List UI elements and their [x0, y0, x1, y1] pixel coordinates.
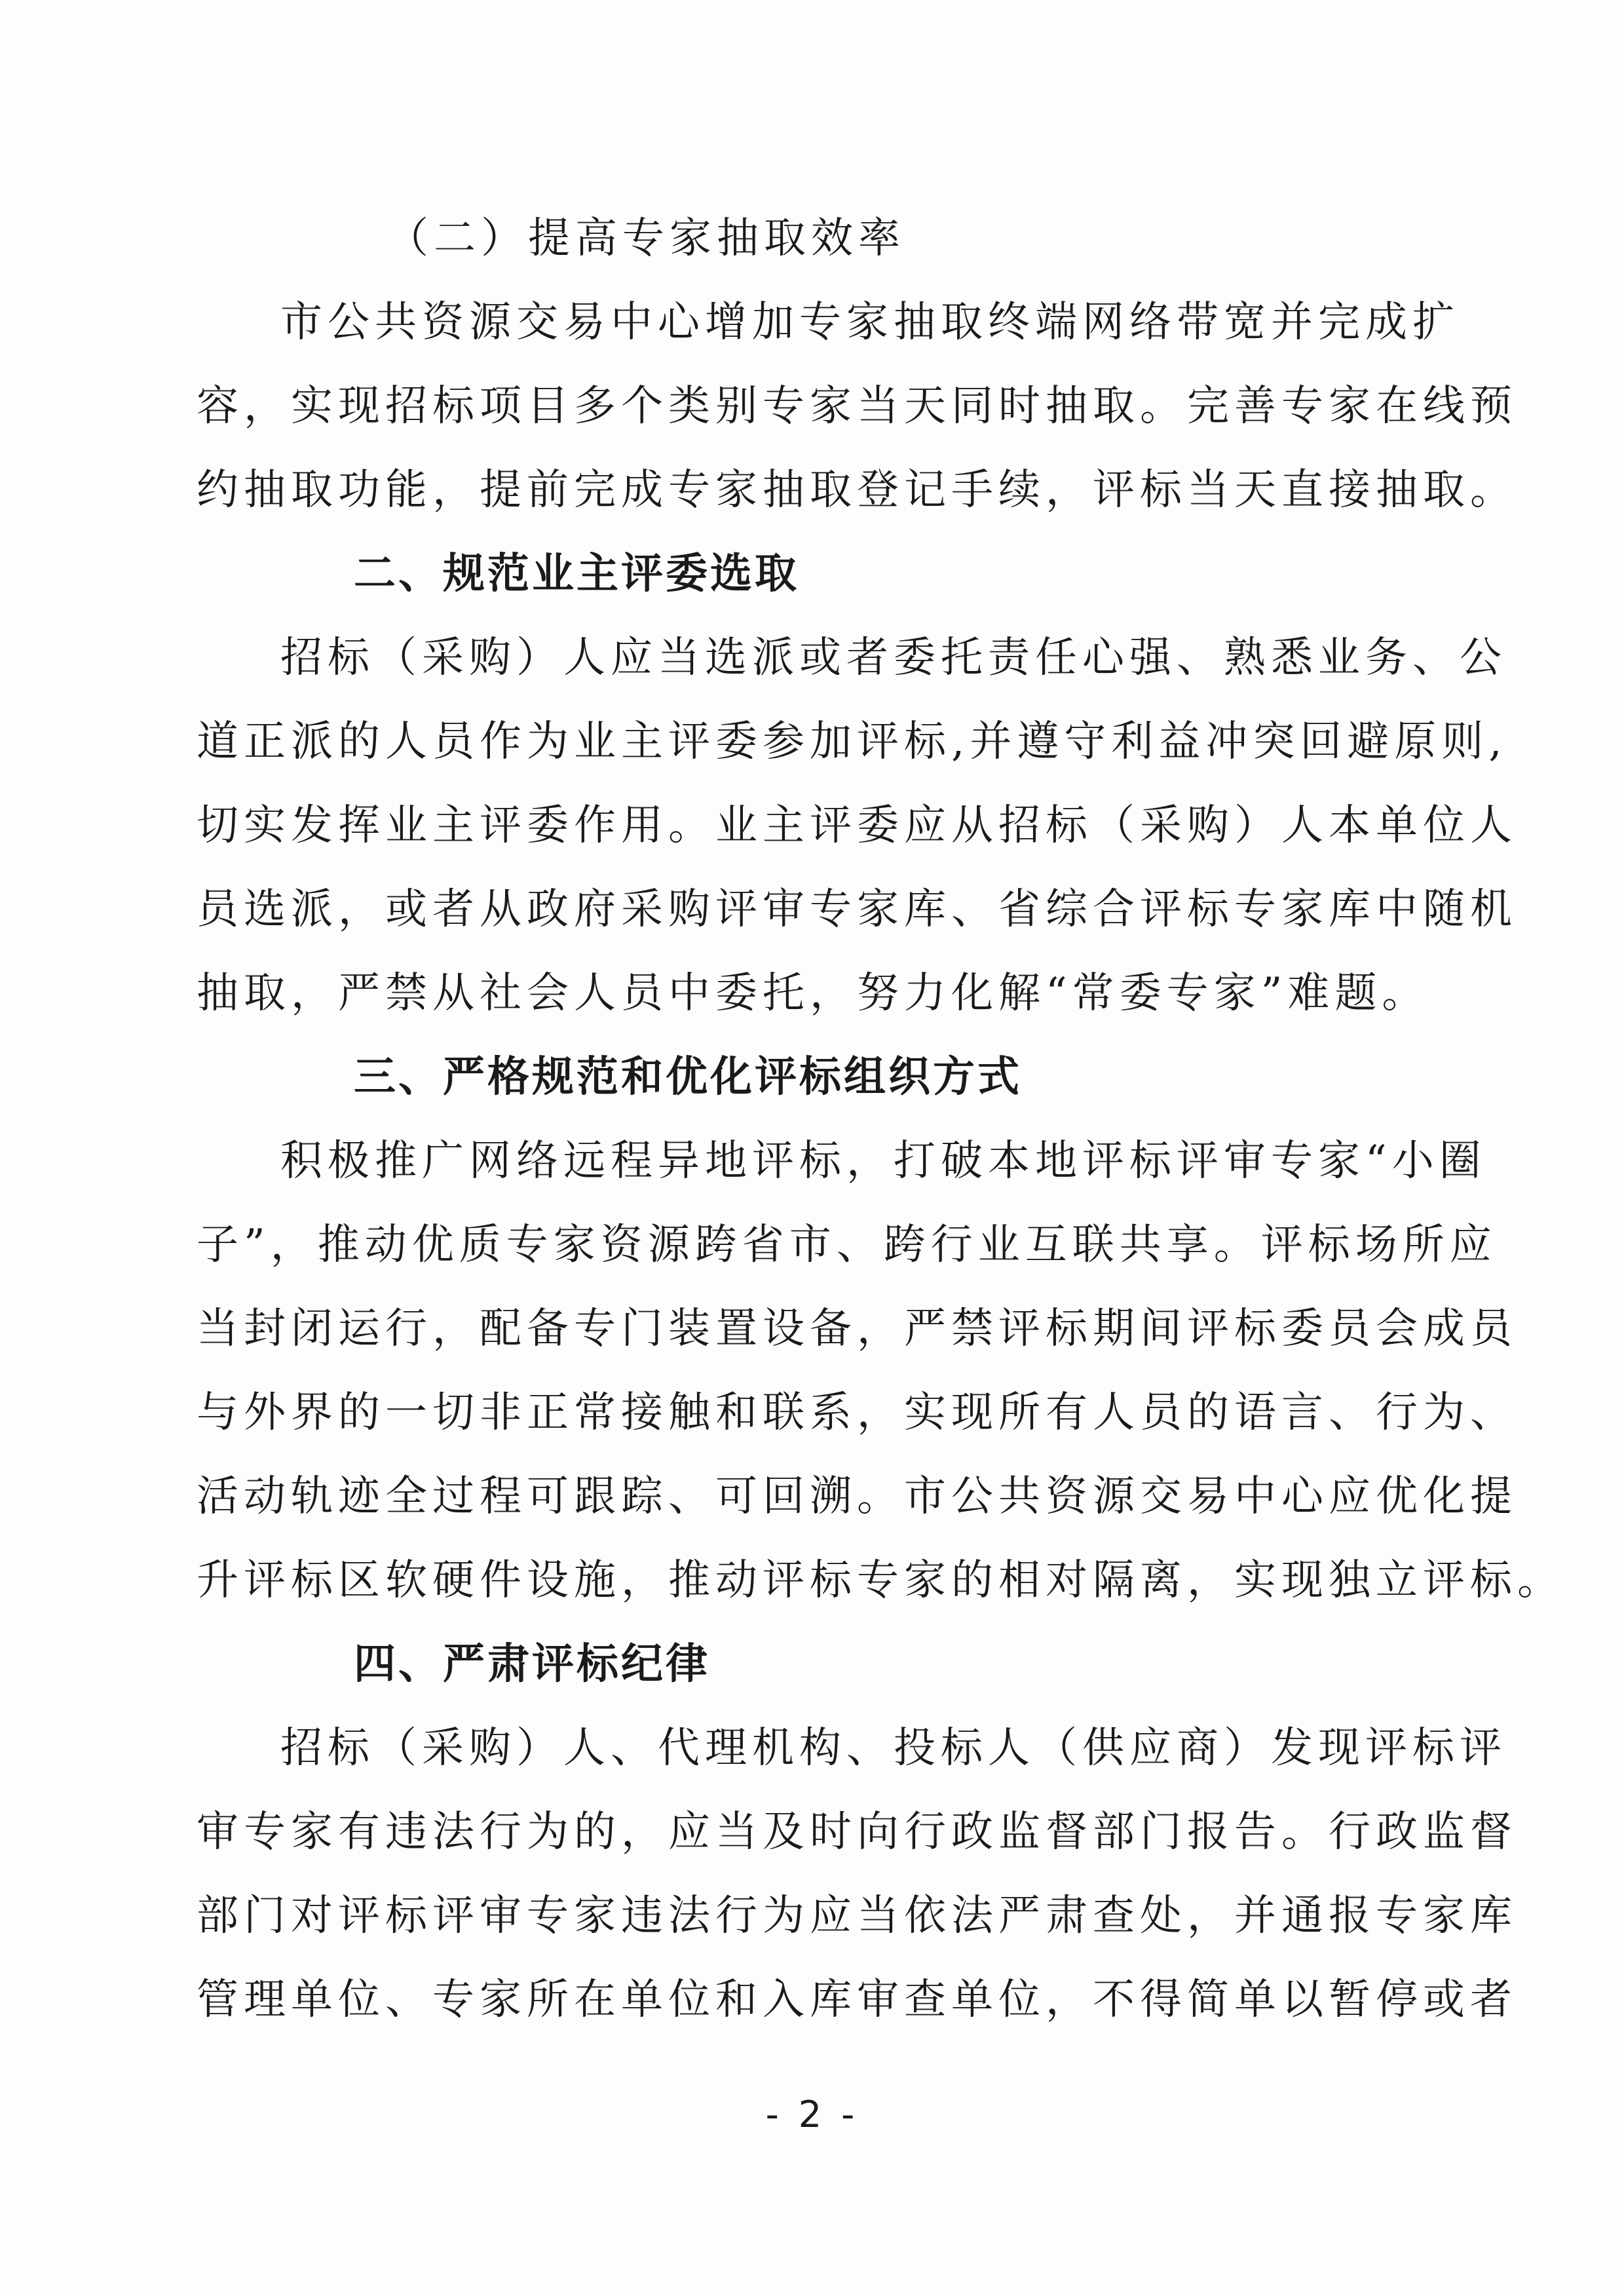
paragraph-line: 与外界的一切非正常接触和联系，实现所有人员的语言、行为、: [197, 1388, 1517, 1437]
paragraph-line: 管理单位、专家所在单位和入库审查单位，不得简单以暂停或者: [197, 1976, 1517, 2024]
paragraph-line: 部门对评标评审专家违法行为应当依法严肃查处，并通报专家库: [197, 1892, 1517, 1940]
paragraph-line: 切实发挥业主评委作用。业主评委应从招标（采购）人本单位人: [197, 801, 1517, 850]
paragraph-line: 子”，推动优质专家资源跨省市、跨行业互联共享。评标场所应: [197, 1221, 1497, 1269]
section-heading: 四、严肃评标纪律: [354, 1640, 710, 1689]
section-subheading: （二）提高专家抽取效率: [387, 214, 905, 263]
paragraph-line: 容，实现招标项目多个类别专家当天同时抽取。完善专家在线预: [197, 382, 1517, 430]
paragraph-line: 抽取，严禁从社会人员中委托，努力化解“常委专家”难题。: [197, 969, 1429, 1018]
paragraph-line: 招标（采购）人应当选派或者委托责任心强、熟悉业务、公: [280, 634, 1507, 682]
paragraph-line: 当封闭运行，配备专门装置设备，严禁评标期间评标委员会成员: [197, 1305, 1517, 1353]
paragraph-line: 审专家有违法行为的，应当及时向行政监督部门报告。行政监督: [197, 1808, 1517, 1856]
section-heading: 二、规范业主评委选取: [354, 550, 799, 598]
document-body: [197, 197, 1564, 2042]
paragraph-line: 积极推广网络远程异地评标，打破本地评标评审专家“小圈: [280, 1137, 1486, 1185]
paragraph-line: 道正派的人员作为业主评委参加评标,并遵守利益冲突回避原则,: [197, 718, 1507, 766]
paragraph-line: 员选派，或者从政府采购评审专家库、省综合评标专家库中随机: [197, 885, 1517, 934]
page-number: - 2 -: [765, 2094, 859, 2136]
paragraph-line: 市公共资源交易中心增加专家抽取终端网络带宽并完成扩: [280, 298, 1460, 347]
paragraph-line: 招标（采购）人、代理机构、投标人（供应商）发现评标评: [280, 1724, 1507, 1772]
section-heading: 三、严格规范和优化评标组织方式: [354, 1053, 1022, 1101]
paragraph-line: 活动轨迹全过程可跟踪、可回溯。市公共资源交易中心应优化提: [197, 1472, 1517, 1521]
paragraph-line: 约抽取功能，提前完成专家抽取登记手续，评标当天直接抽取。: [197, 466, 1517, 514]
paragraph-line: 升评标区软硬件设施，推动评标专家的相对隔离，实现独立评标。: [197, 1556, 1564, 1605]
